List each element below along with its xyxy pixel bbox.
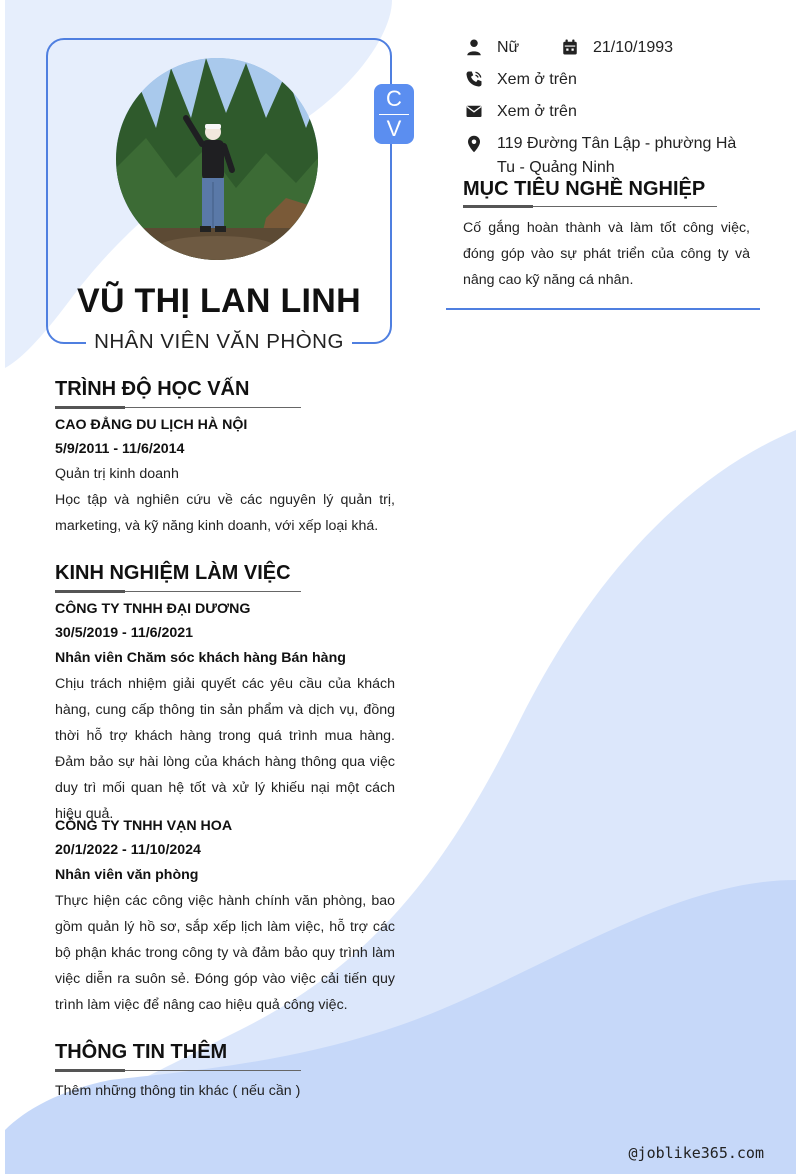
experience-title: KINH NGHIỆM LÀM VIỆC bbox=[55, 562, 291, 584]
job-1-description: Chịu trách nhiệm giải quyết các yêu cầu của khách hàng, cung cấp thông tin sản phẩm và dịch vụ, đồng thời hỗ trợ khách hàng trong quá trình mua hàng. Đảm bảo sự hài lòng của khách hàng thông qua việc duy trì mối quan hệ tốt và xử lý khiếu nại một cách hiệu quả. bbox=[55, 676, 395, 822]
additional-title-underline bbox=[55, 1069, 301, 1072]
cv-badge-letter-v: V bbox=[386, 116, 402, 141]
job-2-description: Thực hiện các công việc hành chính văn phòng, bao gồm quản lý hồ sơ, sắp xếp lịch làm việc, hỗ trợ các bộ phận khác trong công ty và đảm bảo quy trình làm việc diễn ra suôn sẻ. Đóng góp vào việc cải tiến quy trình làm việc để nâng cao hiệu quả công việc. bbox=[55, 893, 395, 1013]
education-title: TRÌNH ĐỘ HỌC VẤN bbox=[55, 378, 250, 400]
job-2-position: Nhân viên văn phòng bbox=[55, 867, 199, 883]
education-title-underline bbox=[55, 406, 301, 409]
job-1-position: Nhân viên Chăm sóc khách hàng Bán hàng bbox=[55, 650, 346, 666]
address-line-2: Tu - Quảng Ninh bbox=[497, 159, 615, 176]
objective-divider bbox=[446, 308, 760, 310]
email-value: Xem ở trên bbox=[497, 103, 577, 120]
additional-title: THÔNG TIN THÊM bbox=[55, 1041, 228, 1063]
education-period: 5/9/2011 - 11/6/2014 bbox=[55, 441, 185, 457]
education-description: Học tập và nghiên cứu về các nguyên lý quản trị, marketing, và kỹ năng kinh doanh, với xếp loại khá. bbox=[55, 492, 395, 534]
gender-value: Nữ bbox=[497, 39, 520, 56]
candidate-job-title: NHÂN VIÊN VĂN PHÒNG bbox=[94, 330, 344, 353]
cv-badge bbox=[374, 84, 414, 144]
objective-title-underline bbox=[463, 205, 717, 208]
birthday-value: 21/10/1993 bbox=[593, 39, 674, 56]
cv-badge-divider bbox=[379, 114, 409, 115]
job-1-company: CÔNG TY TNHH ĐẠI DƯƠNG bbox=[55, 601, 251, 617]
job-2-period: 20/1/2022 - 11/10/2024 bbox=[55, 842, 201, 858]
objective-text: Cố gắng hoàn thành và làm tốt công việc, đóng góp vào sự phát triển của công ty và nâng cao kỹ năng cá nhân. bbox=[463, 220, 750, 288]
avatar-photo bbox=[116, 58, 318, 260]
additional-text: Thêm những thông tin khác ( nếu cần ) bbox=[55, 1083, 301, 1099]
objective-title: MỤC TIÊU NGHỀ NGHIỆP bbox=[463, 178, 706, 200]
email-icon bbox=[465, 102, 483, 120]
experience-title-underline bbox=[55, 590, 301, 593]
person-icon bbox=[465, 38, 483, 56]
cv-badge-letter-c: C bbox=[386, 86, 402, 111]
education-major: Quản trị kinh doanh bbox=[55, 466, 179, 482]
address-line-1: 119 Đường Tân Lập - phường Hà bbox=[497, 135, 737, 152]
education-school: CAO ĐẲNG DU LỊCH HÀ NỘI bbox=[55, 417, 248, 433]
phone-icon bbox=[465, 70, 483, 88]
job-2-company: CÔNG TY TNHH VẠN HOA bbox=[55, 818, 233, 834]
watermark: @joblike365.com bbox=[628, 1144, 764, 1162]
calendar-icon bbox=[561, 38, 579, 56]
job-1-period: 30/5/2019 - 11/6/2021 bbox=[55, 625, 194, 641]
phone-value: Xem ở trên bbox=[497, 71, 577, 88]
avatar bbox=[116, 58, 318, 260]
location-pin-icon bbox=[465, 135, 483, 153]
candidate-name: VŨ THỊ LAN LINH bbox=[76, 282, 362, 320]
